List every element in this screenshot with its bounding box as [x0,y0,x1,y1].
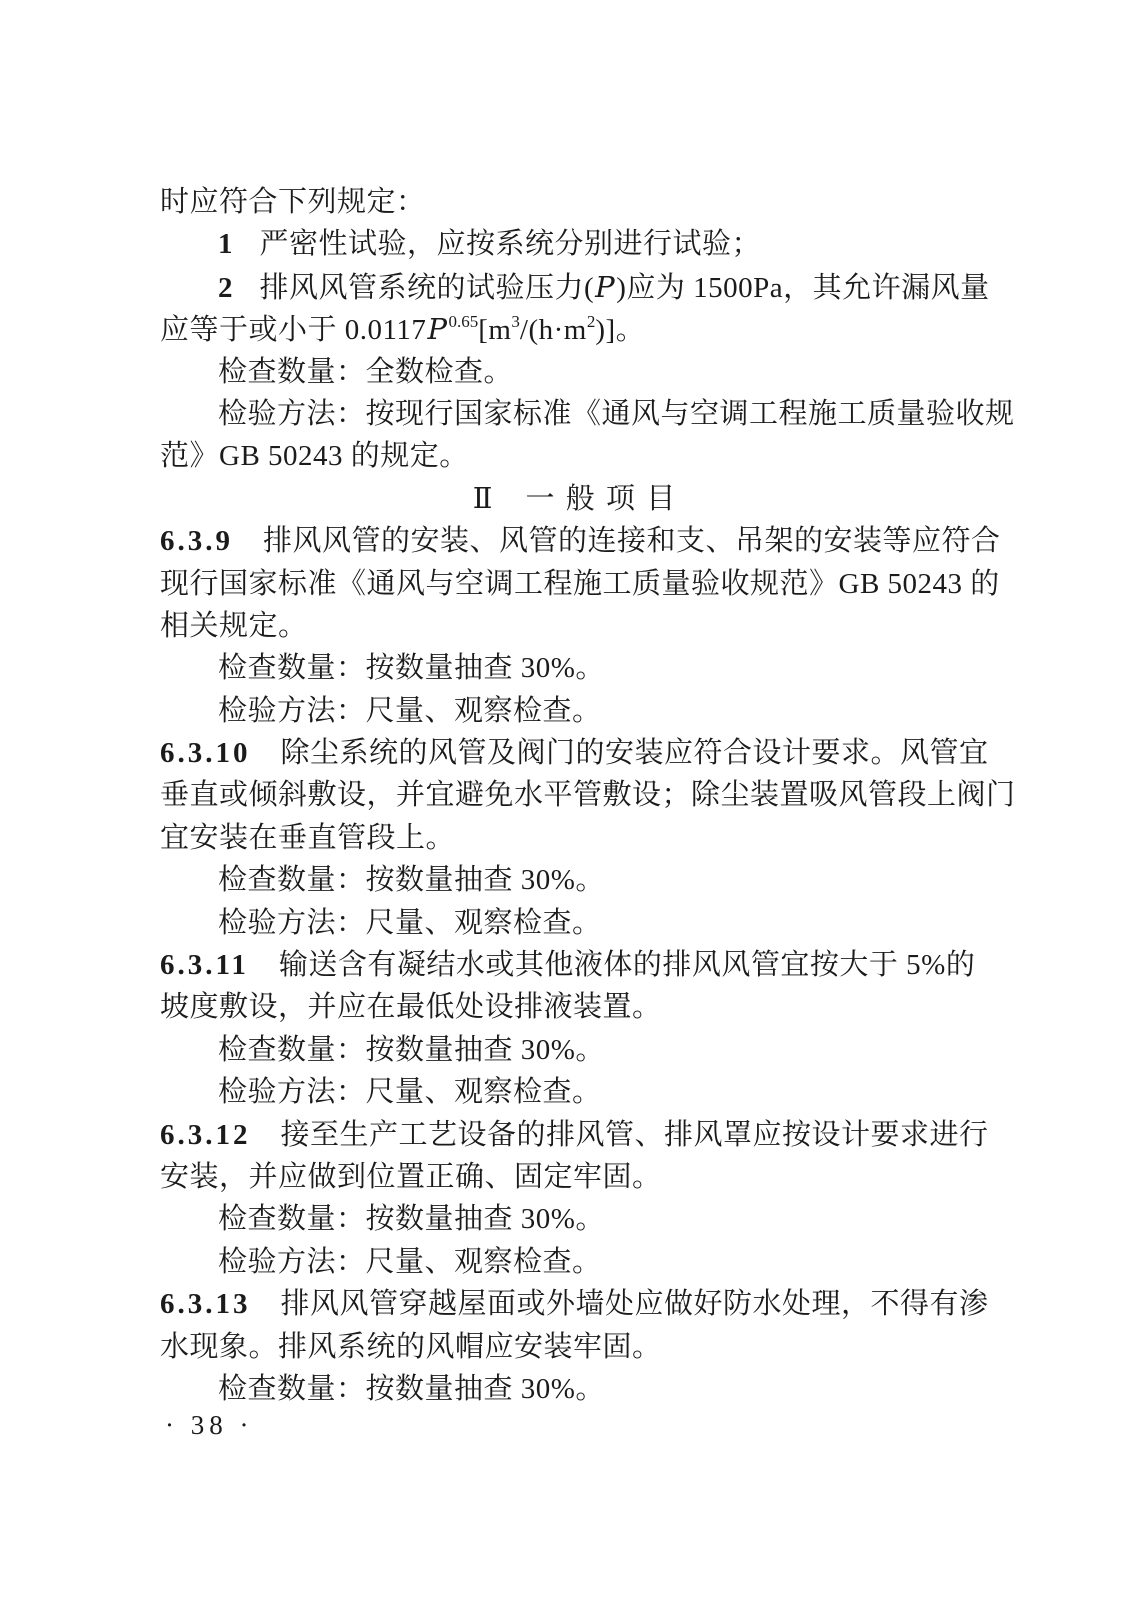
text-line [160,605,990,647]
line-text [218,1373,605,1405]
list-item-number: 2 [218,271,233,304]
line-text [281,737,989,769]
clause-number: 6.3.10 [160,737,251,770]
text-line [160,351,990,393]
text-segment: 检查数量：全数检查。 [218,355,514,388]
text-segment: 范》GB 50243 的规定。 [160,440,469,473]
text-segment: )应为 1500Pa，其允许漏风量 [616,271,990,304]
line-text [260,228,762,260]
superscript: 3 [511,311,520,331]
page-content [160,181,1016,1410]
line-text [279,949,975,981]
text-segment: Ⅱ 一 般 项 目 [472,482,678,515]
clause-number: 6.3.11 [160,949,249,982]
text-line [160,690,990,732]
line-text [218,1076,602,1108]
line-text [160,440,469,472]
clause-number: 6.3.12 [160,1118,251,1151]
superscript: 2 [586,311,596,331]
text-segment: 现行国家标准《通风与空调工程施工质量验收规范》GB 50243 的 [160,567,1000,600]
clause-line [160,1283,990,1325]
line-text [160,991,662,1023]
text-line [160,902,990,944]
line-text [218,907,602,939]
text-segment: 垂直或倾斜敷设，并宜避免水平管敷设；除尘装置吸风管段上阀门 [160,779,1016,812]
line-text [218,864,605,896]
text-segment: 接至生产工艺设备的排风管、排风罩应按设计要求进行 [280,1118,989,1151]
text-segment: /(h·m [519,314,587,347]
text-segment: 检验方法：尺量、观察检查。 [218,1245,602,1278]
text-line [160,1198,990,1240]
line-text [160,1331,662,1363]
text-line [160,1029,990,1071]
list-item-line [160,266,990,308]
text-line [160,308,990,350]
clause-line [160,732,990,774]
clause-number: 6.3.9 [160,525,233,558]
italic-variable: P [427,312,448,347]
text-segment: 除尘系统的风管及阀门的安装应符合设计要求。风管宜 [280,737,989,770]
text-line [160,1326,990,1368]
text-line [160,435,990,477]
text-segment: 检验方法：按现行国家标准《通风与空调工程施工质量验收规 [218,397,1015,430]
section-heading [160,478,990,520]
text-segment: 检查数量：按数量抽查 30%。 [218,864,605,897]
text-line [160,563,1000,605]
line-text [160,1161,662,1193]
line-text [218,1203,605,1235]
list-item-number: 1 [218,228,233,261]
line-text [263,525,1001,557]
text-line [160,393,1015,435]
text-segment: 排风风管系统的试验压力( [259,271,595,304]
line-text [160,568,1000,600]
line-text [473,483,677,515]
line-text [160,822,455,854]
line-text [160,311,646,347]
text-segment: 检验方法：尺量、观察检查。 [218,906,602,939]
text-line [160,647,990,689]
text-line [160,817,990,859]
line-text [281,1288,989,1320]
line-text [218,1246,602,1278]
line-text [218,652,605,684]
text-line [160,1241,990,1283]
text-segment: 检验方法：尺量、观察检查。 [218,1076,602,1109]
text-segment: )]。 [595,314,646,347]
text-segment: 检查数量：按数量抽查 30%。 [218,652,605,685]
line-text [281,1119,989,1151]
text-line [160,181,990,223]
clause-line [160,520,1001,562]
text-segment: 安装，并应做到位置正确、固定牢固。 [160,1160,662,1193]
line-text [259,269,990,304]
line-text [218,1034,605,1066]
text-line [160,1368,990,1410]
superscript: 0.65 [448,311,479,331]
text-line [160,986,990,1028]
text-line [160,774,1016,816]
list-item-line [160,223,990,265]
text-segment: 水现象。排风系统的风帽应安装牢固。 [160,1330,662,1363]
clause-line [160,1114,990,1156]
text-segment: 严密性试验，应按系统分别进行试验； [259,228,762,261]
text-segment: 排风风管的安装、风管的连接和支、吊架的安装等应符合 [263,525,1001,558]
text-segment: 相关规定。 [160,609,308,642]
line-text [160,779,1016,811]
italic-variable: P [595,269,616,304]
line-text [218,695,602,727]
line-text [218,356,513,388]
line-text [160,186,426,218]
clause-line [160,944,990,986]
text-segment: 检查数量：按数量抽查 30%。 [218,1203,605,1236]
line-text [160,610,308,642]
text-segment: 检验方法：尺量、观察检查。 [218,694,602,727]
text-segment: 坡度敷设，并应在最低处设排液装置。 [160,991,662,1024]
text-segment: [m [478,314,512,347]
line-text [218,398,1015,430]
text-line [160,1071,990,1113]
text-segment: 应等于或小于 0.0117 [160,314,427,347]
text-line [160,859,990,901]
text-segment: 检查数量：按数量抽查 30%。 [218,1033,605,1066]
text-segment: 宜安装在垂直管段上。 [160,821,456,854]
text-line [160,1156,990,1198]
text-segment: 输送含有凝结水或其他液体的排风风管宜按大于 5%的 [278,949,976,982]
clause-number: 6.3.13 [160,1288,251,1321]
page-number: · 38 · [165,1410,254,1440]
text-segment: 检查数量：按数量抽查 30%。 [218,1372,605,1405]
text-segment: 排风风管穿越屋面或外墙处应做好防水处理，不得有渗 [280,1288,989,1321]
text-segment: 时应符合下列规定： [160,186,426,218]
